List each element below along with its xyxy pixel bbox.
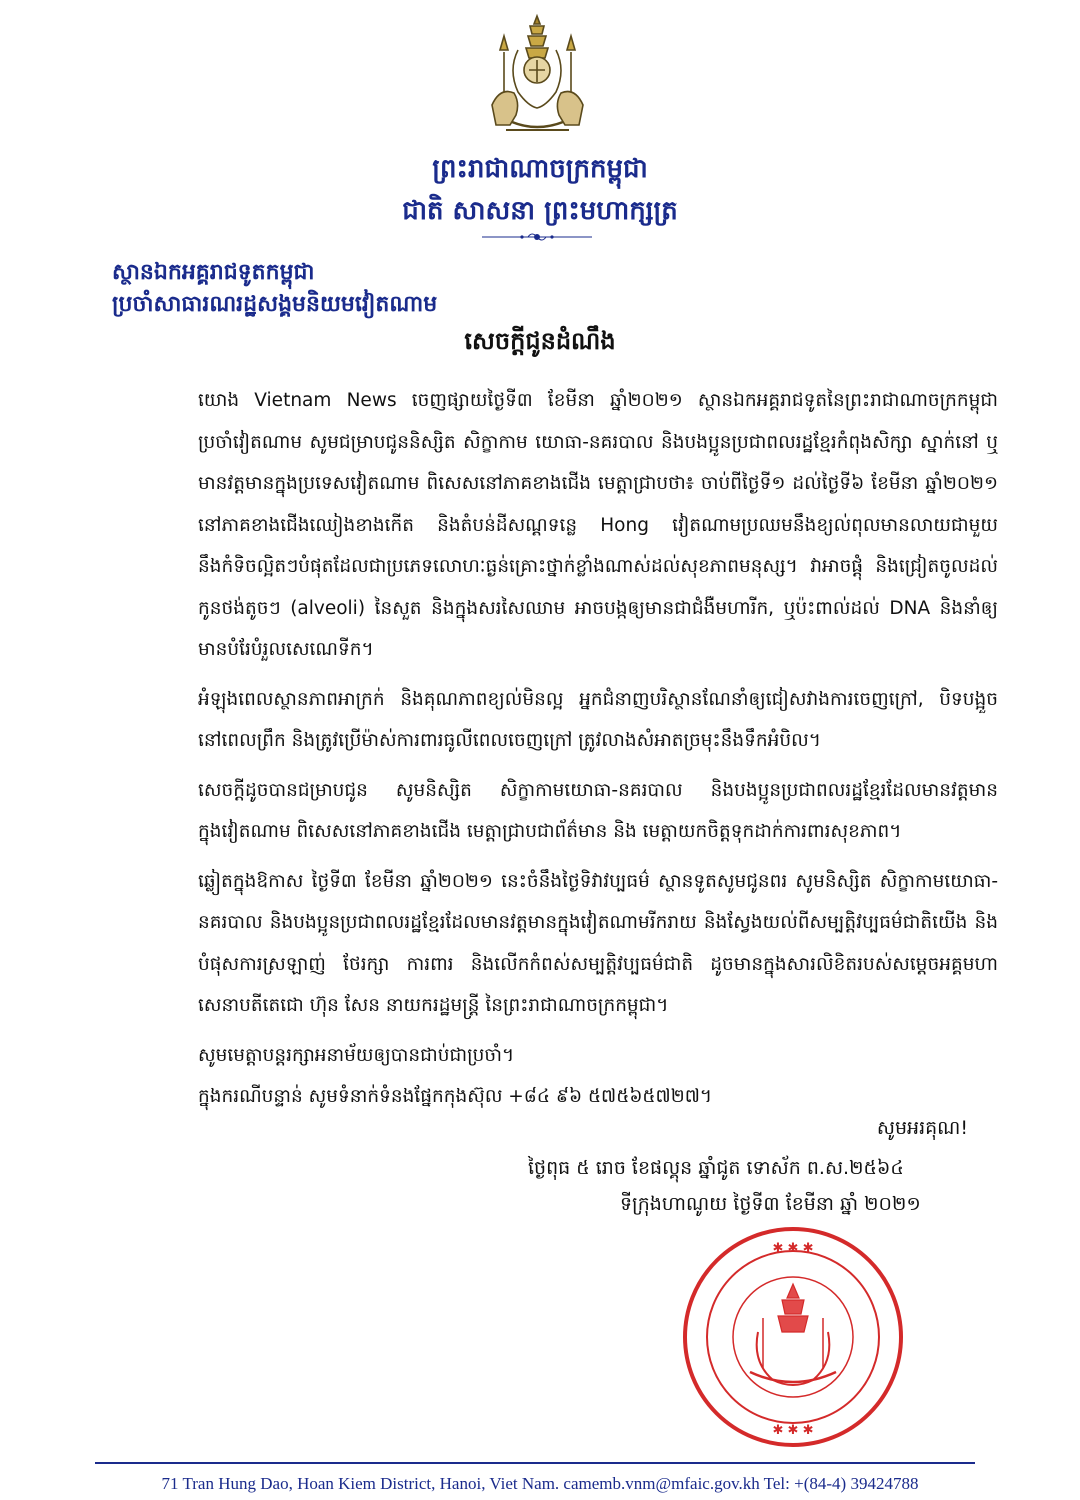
thanks-line: សូមអរគុណ!	[876, 1117, 968, 1139]
document-title: សេចក្តីជូនដំណឹង	[464, 327, 616, 355]
embassy-location: ប្រចាំសាធារណរដ្ឋសង្គមនិយមវៀតណាម	[112, 292, 438, 317]
embassy-seal-stamp-icon	[678, 1222, 908, 1452]
closing-hygiene-line: សូមមេត្តាបន្តរក្សាអនាម័យឲ្យបានជាប់ជាប្រចាំ។	[198, 1044, 515, 1066]
svg-text:✱ ✱ ✱: ✱ ✱ ✱	[772, 1423, 814, 1438]
solar-date: ទីក្រុងហាណូយ ថ្ងៃទី៣ ខែមីនា ឆ្នាំ ២០២១	[620, 1193, 921, 1215]
paragraph: អំឡុងពេលស្ថានភាពអាក្រក់ និងគុណភាពខ្យល់មិនល្អ អ្នកជំនាញបរិស្ថានណែនាំឲ្យជៀសវាងការចេញក្រៅ, បិទបង្អួចនៅពេលព្រឹក និងត្រូវប្រើម៉ាស់ការពារធូលីពេលចេញក្រៅ ត្រូវលាងសំអាតច្រមុះនឹងទឹកអំបិល។	[198, 688, 998, 751]
paragraph: ឆ្លៀតក្នុងឱកាស ថ្ងៃទី៣ ខែមីនា ឆ្នាំ២០២១ នេះចំនឹងថ្ងៃទិវាវប្បធម៌ ស្ថានទូតសូមជូនពរ សូមនិស្សិត សិក្ខាកាមយោធា-នគរបាល និងបងប្អូនប្រជាពលរដ្ឋខ្មែរដែលមានវត្តមានក្នុងវៀតណាមរីករាយ និងស្វែងយល់ពីសម្បត្តិវប្បធម៌ជាតិយើង និងបំផុសការស្រឡាញ់ ថែរក្សា ការពារ និងលើកកំពស់សម្បត្តិវប្បធម៌ជាតិ ដូចមានក្នុងសារលិខិតរបស់សម្តេចអគ្គមហាសេនាបតីតេជោ ហ៊ុន សែន នាយករដ្ឋមន្រ្តី នៃព្រះរាជាណាចក្រកម្ពុជា។	[198, 870, 998, 1016]
embassy-name: ស្ថានឯកអគ្គរាជទូតកម្ពុជា	[112, 260, 315, 285]
lunar-date: ថ្ងៃពុធ ៥ រោច ខែផល្គុន ឆ្នាំជូត ទោស័ក ព.ស.២៥៦៤	[528, 1157, 904, 1179]
svg-text:✱ ✱ ✱: ✱ ✱ ✱	[772, 1241, 814, 1256]
paragraph: សេចក្តីដូចបានជម្រាបជូន សូមនិស្សិត សិក្ខាកាមយោធា-នគរបាល និងបងប្អូនប្រជាពលរដ្ឋខ្មែរដែលមានវត្តមានក្នុងវៀតណាម ពិសេសនៅភាគខាងជើង មេត្តាជ្រាបជាព័ត៌មាន និង មេត្តាយកចិត្តទុកដាក់ការពារសុខភាព។	[198, 779, 998, 842]
footer-contact: 71 Tran Hung Dao, Hoan Kiem District, Hanoi, Viet Nam. camemb.vnm@mfaic.gov.kh Tel: +(84-4) 39424788	[161, 1474, 919, 1493]
royal-coat-of-arms-icon	[470, 10, 605, 145]
kingdom-heading: ព្រះរាជាណាចក្រកម្ពុជា	[432, 154, 648, 184]
closing-contact-line: ក្នុងករណីបន្ទាន់ សូមទំនាក់ទំនងផ្នែកកុងស៊ុល +៨៤ ៩៦ ៥៧៥៦៥៧២៧។	[198, 1086, 713, 1107]
paragraph: យោង Vietnam News ចេញផ្សាយថ្ងៃទី៣ ខែមីនា ឆ្នាំ២០២១ ស្ថានឯកអគ្គរាជទូតនៃព្រះរាជាណាចក្រកម្ពុជាប្រចាំវៀតណាម សូមជម្រាបជូននិស្សិត សិក្ខាកាម យោធា-នគរបាល និងបងប្អូនប្រជាពលរដ្ឋខ្មែរកំពុងសិក្សា ស្នាក់នៅ ឬមានវត្តមានក្នុងប្រទេសវៀតណាម ពិសេសនៅភាគខាងជើង មេត្តាជ្រាបថា៖ ចាប់ពីថ្ងៃទី១ ដល់ថ្ងៃទី៦ ខែមីនា ឆ្នាំ២០២១ នៅភាគខាងជើងឈៀងខាងកើត និងតំបន់ដីសណ្តទន្លេ Hong វៀតណាមប្រឈមនឹងខ្យល់ពុលមានលាយជាមួយនឹងកំទិចល្អិតៗបំផុតដែលជាប្រភេទលោហៈធ្ងន់គ្រោះថ្នាក់ខ្លាំងណាស់ដល់សុខភាពមនុស្ស។ វាអាចផ្តុំ និងជ្រៀតចូលដល់កូនថង់តូចៗ (alveoli) នៃសួត និងក្នុងសរសៃឈាម អាចបង្កឲ្យមានជាជំងឺមហារីក, ឬប៉ះពាល់ដល់ DNA និងនាំឲ្យមានបំរែបំរួលសេណេទីក។	[198, 390, 998, 660]
ornamental-divider	[482, 230, 592, 244]
motto-heading: ជាតិ សាសនា ព្រះមហាក្សត្រ	[402, 196, 678, 226]
document-body	[198, 380, 998, 1118]
footer-divider	[95, 1462, 975, 1464]
